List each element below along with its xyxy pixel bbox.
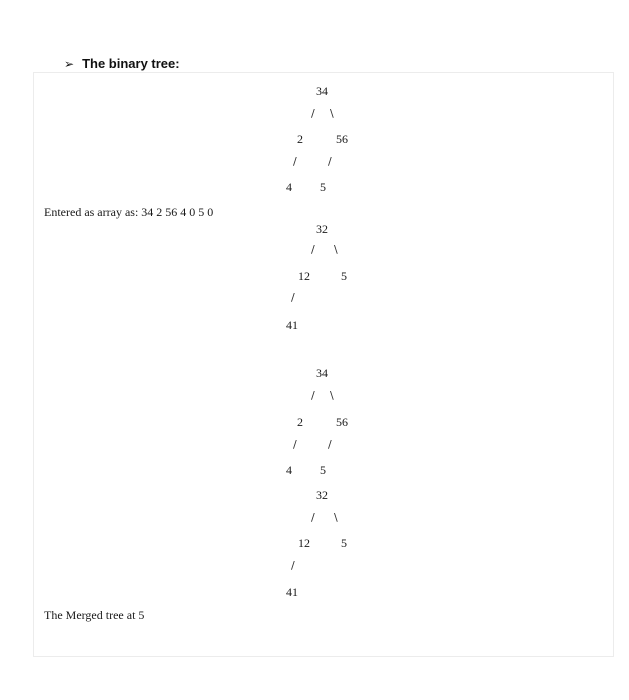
merged-left-edge-left: / xyxy=(293,438,297,451)
tree1-left-edge-left: / xyxy=(293,155,297,168)
merged-sub-left-edge-left: / xyxy=(291,559,295,572)
tree1-left-left: 4 xyxy=(286,180,292,194)
merged-edge-right: \ xyxy=(330,389,334,402)
tree1-left: 2 xyxy=(297,132,303,146)
tree2-root: 32 xyxy=(316,222,328,236)
merged-right: 56 xyxy=(336,415,348,429)
tree2-left: 12 xyxy=(298,269,310,283)
tree2-right: 5 xyxy=(341,269,347,283)
tree2-edge-right: \ xyxy=(334,243,338,256)
array-input-label: Entered as array as: 34 2 56 4 0 5 0 xyxy=(44,205,214,219)
merged-sub-root: 32 xyxy=(316,488,328,502)
merged-sub-edge-right: \ xyxy=(334,511,338,524)
tree1-root: 34 xyxy=(316,84,328,98)
merged-right-edge-left: / xyxy=(328,438,332,451)
tree2-edge-left: / xyxy=(311,243,315,256)
merged-left: 2 xyxy=(297,415,303,429)
merged-edge-left: / xyxy=(311,389,315,402)
merged-tree-label: The Merged tree at 5 xyxy=(44,608,145,622)
tree1-right-left: 5 xyxy=(320,180,326,194)
merged-sub-left: 12 xyxy=(298,536,310,550)
merged-sub-right: 5 xyxy=(341,536,347,550)
merged-sub-left-left: 41 xyxy=(286,585,298,599)
tree1-right: 56 xyxy=(336,132,348,146)
content-frame xyxy=(33,72,614,657)
tree2-left-left: 41 xyxy=(286,318,298,332)
merged-sub-edge-left: / xyxy=(311,511,315,524)
merged-right-left: 5 xyxy=(320,463,326,477)
merged-left-left: 4 xyxy=(286,463,292,477)
tree1-right-edge-left: / xyxy=(328,155,332,168)
heading-text: The binary tree: xyxy=(82,56,180,71)
merged-root: 34 xyxy=(316,366,328,380)
arrow-bullet-icon: ➢ xyxy=(64,57,75,71)
tree2-left-edge-left: / xyxy=(291,291,295,304)
tree1-edge-right: \ xyxy=(330,107,334,120)
section-heading xyxy=(64,56,180,71)
tree1-edge-left: / xyxy=(311,107,315,120)
